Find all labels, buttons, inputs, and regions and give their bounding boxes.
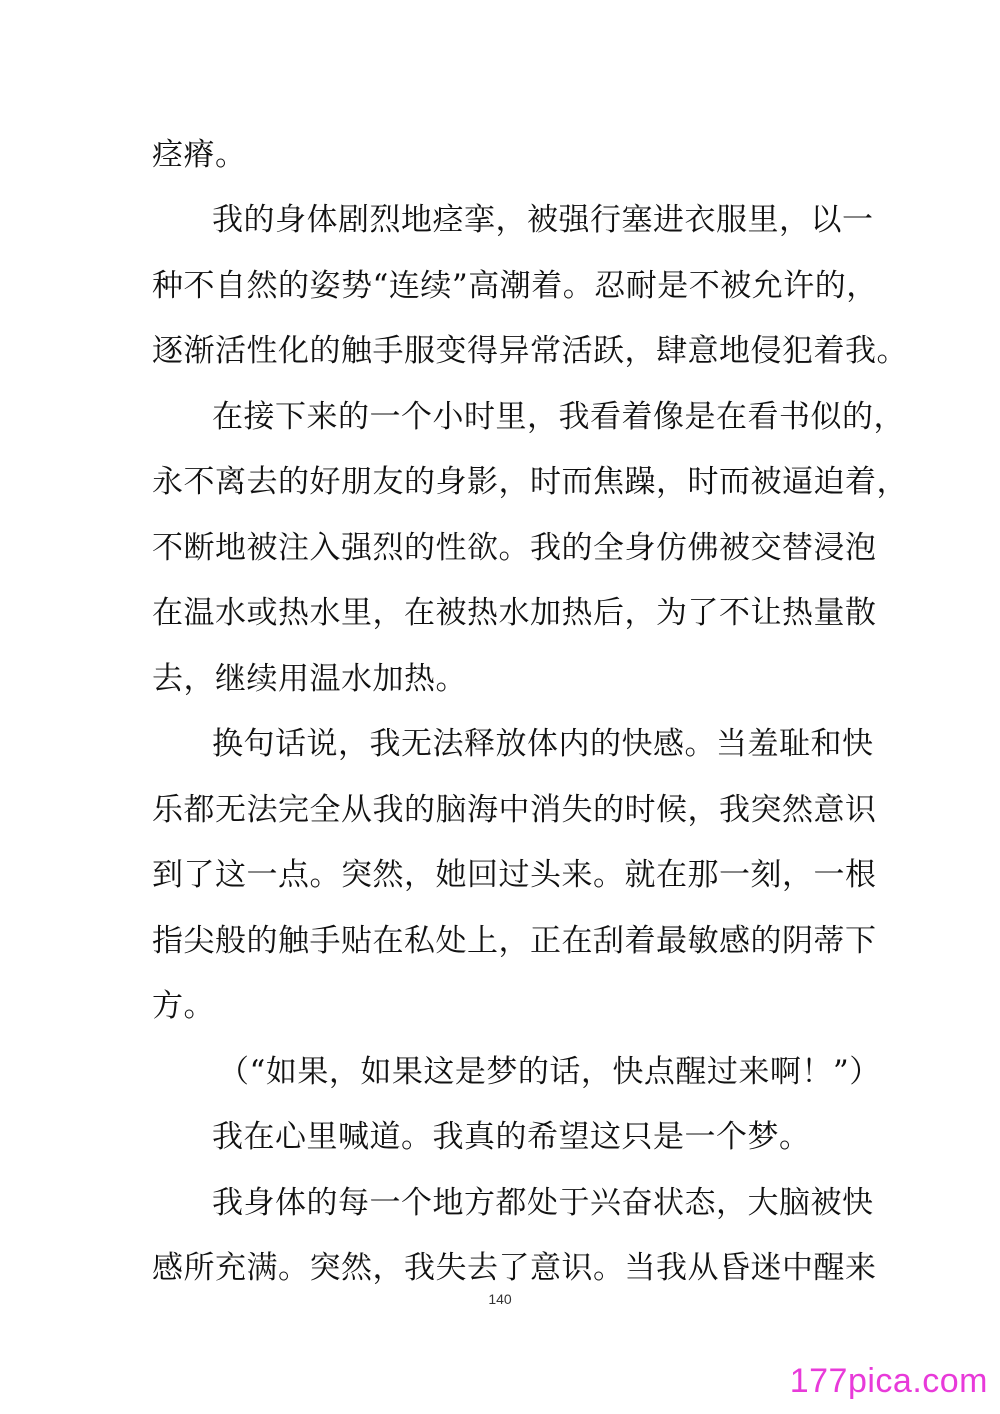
text-line: 到了这一点。突然，她回过头来。就在那一刻，一根 [152, 857, 877, 893]
text-line: 逐渐活性化的触手服变得异常活跃，肆意地侵犯着我。 [152, 333, 908, 369]
paragraph-start-line: 我的身体剧烈地痉挛，被强行塞进衣服里，以一 [212, 202, 874, 238]
text-line: 永不离去的好朋友的身影，时而焦躁，时而被逼迫着， [152, 464, 908, 500]
text-line: 不断地被注入强烈的性欲。我的全身仿佛被交替浸泡 [152, 530, 877, 566]
site-watermark: 177pica.com [789, 1362, 988, 1400]
paragraph-start-line: 在接下来的一个小时里，我看着像是在看书似的， [212, 399, 905, 435]
text-line: 痉瘠。 [152, 137, 247, 173]
paragraph-start-line: 换句话说，我无法释放体内的快感。当羞耻和快 [212, 726, 874, 762]
quoted-thought-line: （“如果，如果这是梦的话，快点醒过来啊！”） [218, 1054, 881, 1090]
text-line: 乐都无法完全从我的脑海中消失的时候，我突然意识 [152, 792, 877, 828]
text-line: 在温水或热水里，在被热水加热后，为了不让热量散 [152, 595, 877, 631]
text-line: 感所充满。突然，我失去了意识。当我从昏迷中醒来 [152, 1250, 877, 1286]
text-line: 方。 [152, 988, 215, 1024]
text-line: 种不自然的姿势“连续”高潮着。忍耐是不被允许的， [152, 268, 878, 304]
text-line: 指尖般的触手贴在私处上，正在刮着最敏感的阴蒂下 [152, 923, 877, 959]
paragraph-start-line: 我在心里喊道。我真的希望这只是一个梦。 [212, 1119, 811, 1155]
text-line: 去，继续用温水加热。 [152, 661, 467, 697]
page-number: 140 [488, 1291, 512, 1307]
paragraph-start-line: 我身体的每一个地方都处于兴奋状态，大脑被快 [212, 1185, 874, 1221]
